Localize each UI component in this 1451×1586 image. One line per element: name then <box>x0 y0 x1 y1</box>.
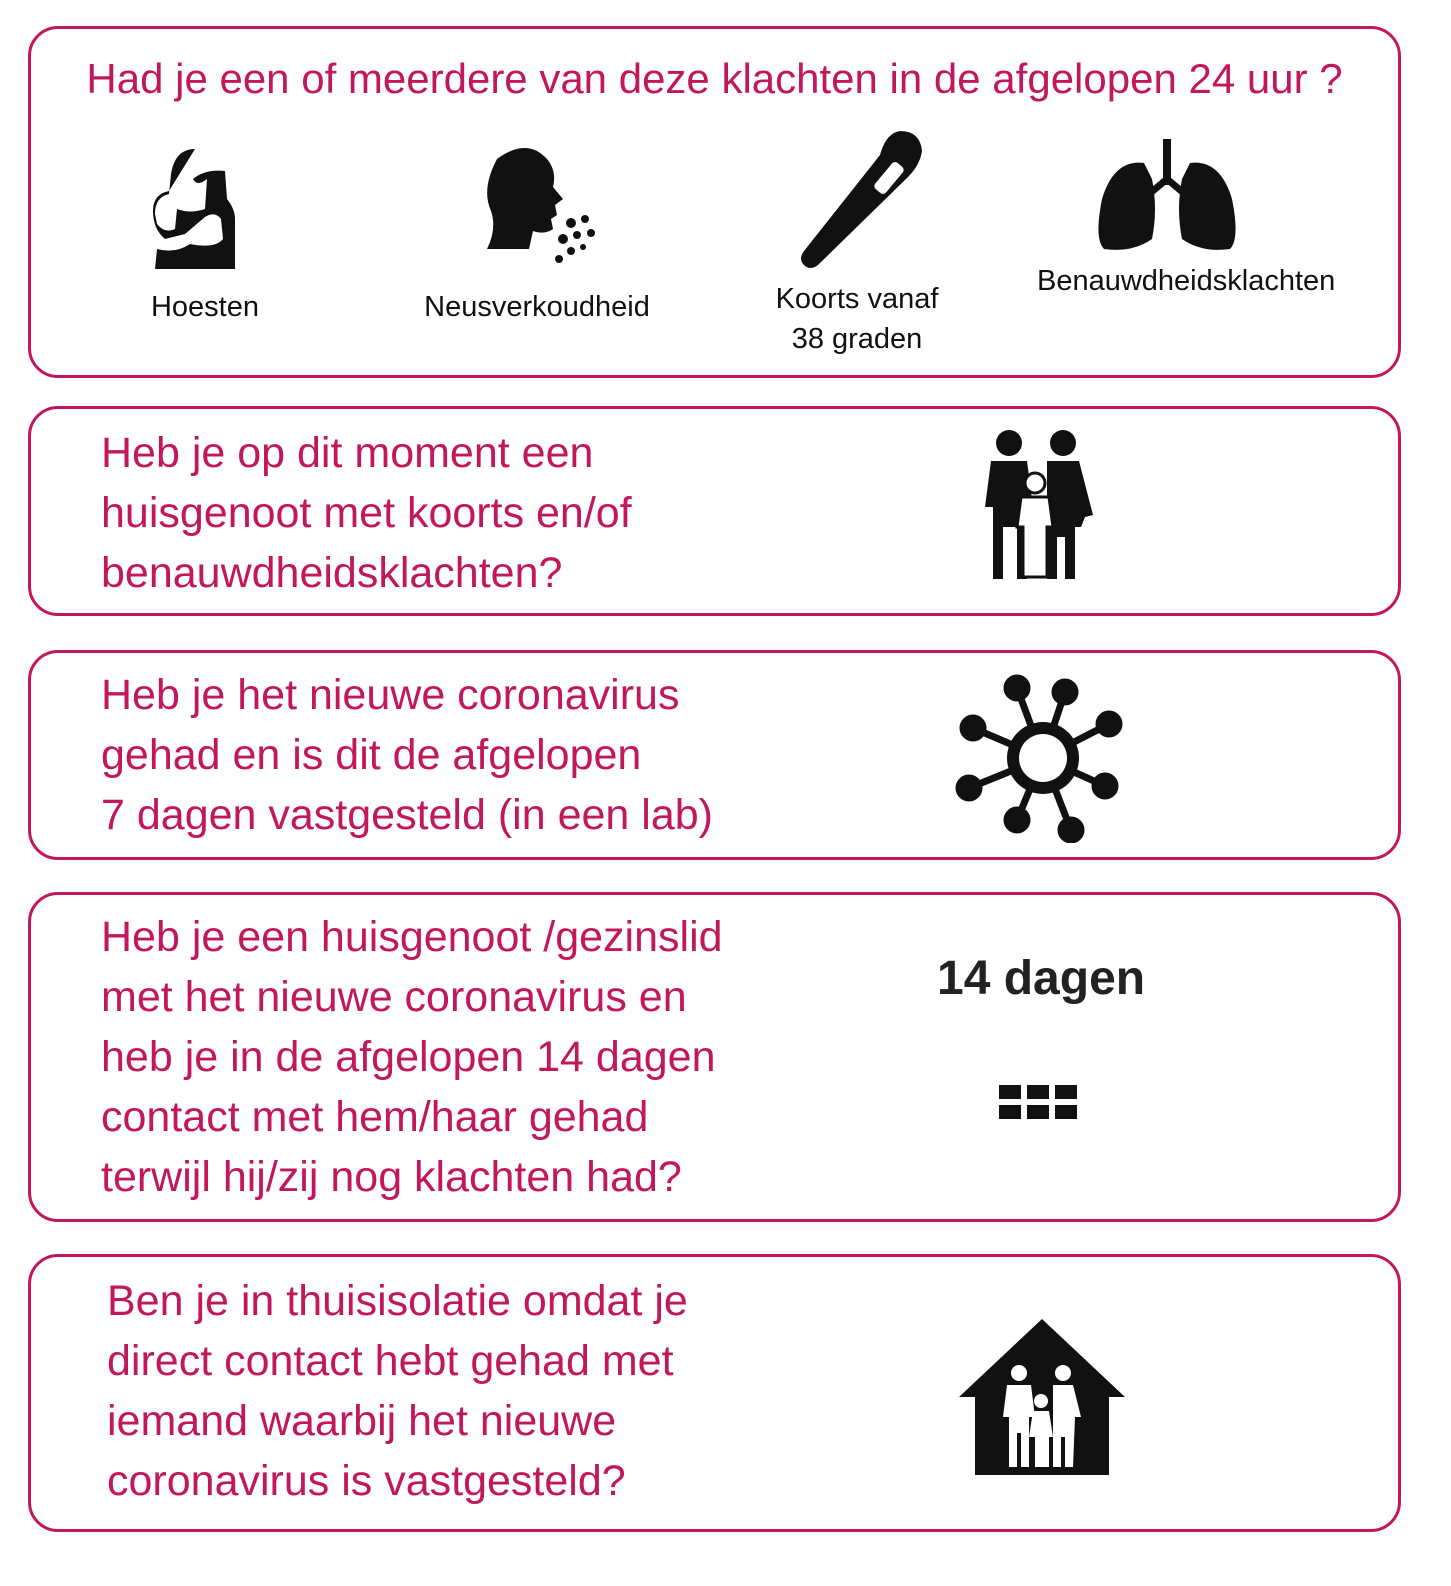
virus-icon <box>953 673 1133 843</box>
symptom-label: Hoesten <box>150 291 259 323</box>
family-icon <box>981 427 1101 587</box>
home-isolation-card <box>28 1254 1401 1532</box>
symptom-shortness-of-breath <box>1037 139 1336 301</box>
question-text: Ben je in thuisisolatie omdat je direct contact hebt gehad met iemand waarbij het nieuwe coronavirus is vastgesteld? <box>107 1277 688 1505</box>
housemate-contact-card <box>28 892 1401 1222</box>
symptom-fever <box>727 125 987 359</box>
sneezing-head-icon <box>467 139 607 279</box>
symptom-cough <box>75 139 335 327</box>
coughing-person-icon <box>135 139 275 279</box>
question-text: Heb je een huisgenoot /gezinslid met het nieuwe coronavirus en heb je in de afgelopen 14 dagen contact met hem/haar gehad terwijl hij/zij nog klachten had? <box>101 913 723 1201</box>
symptom-runny-nose <box>407 139 667 327</box>
symptoms-card <box>28 26 1401 378</box>
housemate-fever-card <box>28 406 1401 616</box>
coronavirus-confirmed-card <box>28 650 1401 860</box>
symptoms-title: Had je een of meerdere van deze klachten in de afgelopen 24 uur ? <box>86 55 1343 102</box>
days-label: 14 dagen <box>937 952 1146 1005</box>
house-family-icon <box>957 1317 1127 1477</box>
lungs-icon <box>1092 139 1242 253</box>
thermometer-icon <box>782 125 932 271</box>
question-text: Heb je op dit moment een huisgenoot met koorts en/of benauwdheidsklachten? <box>101 429 632 597</box>
symptom-label: Neusverkoudheid <box>424 291 650 323</box>
question-text: Heb je het nieuwe coronavirus gehad en is dit de afgelopen 7 dagen vastgesteld (in een lab) <box>101 671 713 839</box>
calendar-icon <box>999 1085 1079 1127</box>
symptom-label: Koorts vanaf 38 graden <box>775 283 939 355</box>
symptom-label: Benauwdheidsklachten <box>1037 265 1336 297</box>
